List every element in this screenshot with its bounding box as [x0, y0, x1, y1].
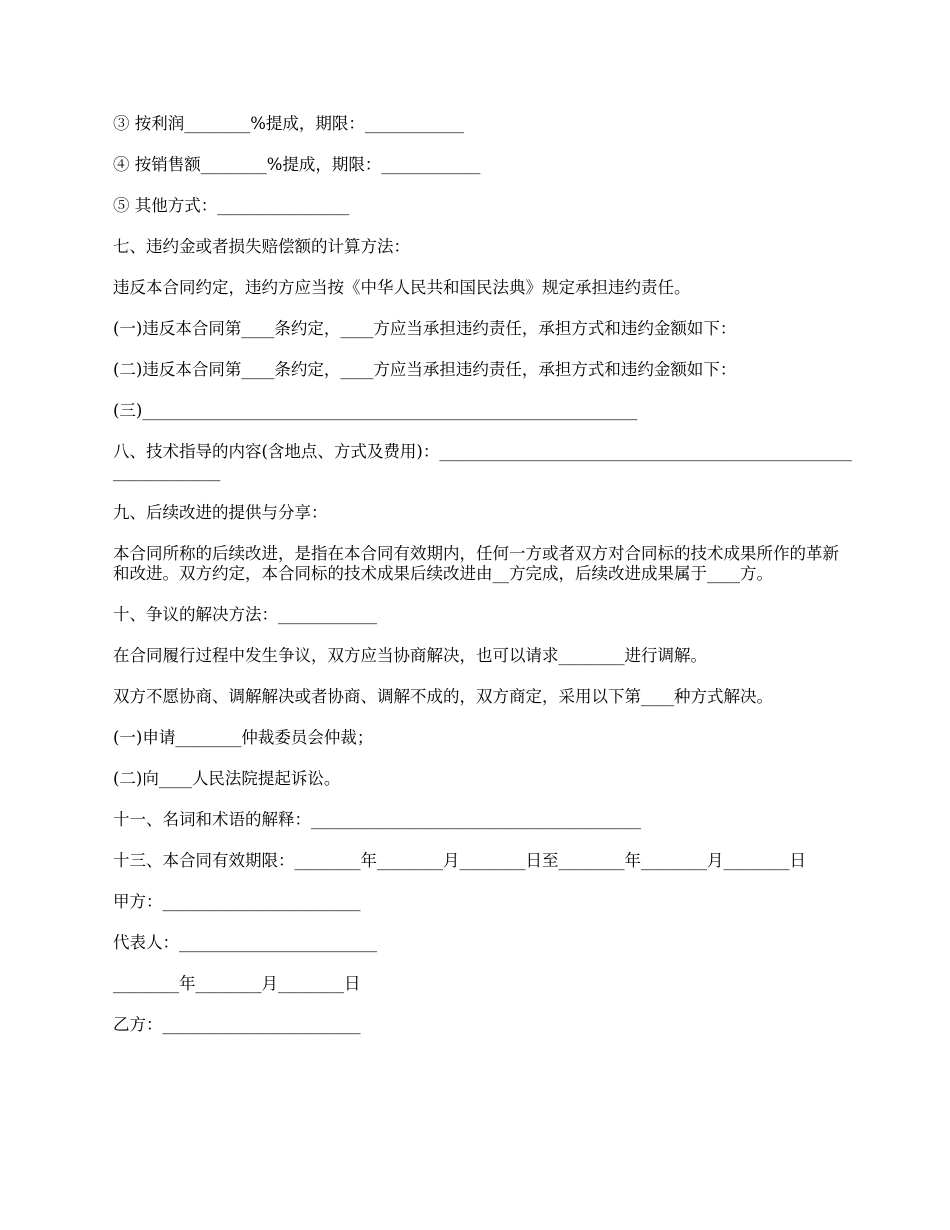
arbitration-option: (一)申请________仲裁委员会仲裁； [113, 728, 374, 747]
section-9-heading: 九、后续改进的提供与分享： [113, 503, 328, 522]
payment-option-other: ⑤ 其他方式：________________ [113, 196, 350, 215]
resolution-choice: 双方不愿协商、调解解决或者协商、调解不成的，双方商定，采用以下第____种方式解决。 [113, 687, 773, 706]
breach-item-2: (二)违反本合同第____条约定，____方应当承担违约责任，承担方式和违约金额如下： [113, 360, 737, 379]
payment-option-profit: ③ 按利润________%提成，期限：____________ [113, 114, 464, 133]
breach-clause: 违反本合同约定，违约方应当按《中华人民共和国民法典》规定承担违约责任。 [113, 278, 691, 297]
improvement-clause: 本合同所称的后续改进，是指在本合同有效期内，任何一方或者双方对合同标的技术成果所作的革新和改进。双方约定，本合同标的技术成果后续改进由__方完成，后续改进成果属于____方。 [113, 544, 839, 583]
contract-page [113, 114, 853, 1035]
breach-item-1: (一)违反本合同第____条约定，____方应当承担违约责任，承担方式和违约金额如下： [113, 319, 737, 338]
payment-option-sales: ④ 按销售额________%提成，期限：____________ [113, 155, 481, 174]
section-13-validity: 十三、本合同有效期限：________年________月________日至________年________月________日 [113, 851, 806, 870]
section-10-dispute: 十、争议的解决方法：____________ [113, 605, 377, 624]
party-a-line: 甲方：________________________ [113, 892, 361, 911]
litigation-option: (二)向____人民法院提起诉讼。 [113, 769, 341, 788]
party-b-line: 乙方：________________________ [113, 1015, 361, 1034]
representative-line: 代表人：________________________ [113, 933, 377, 952]
mediation-clause: 在合同履行过程中发生争议，双方应当协商解决，也可以请求________进行调解。 [113, 646, 707, 665]
date-line: ________年________月________日 [113, 974, 361, 993]
breach-item-3: (三)____________________________________________________________ [113, 401, 638, 420]
section-11-terms: 十一、名词和术语的解释：________________________________________ [113, 810, 641, 829]
section-8-technical-guidance: 八、技术指导的内容(含地点、方式及费用)：_______________________________________________________________ [113, 442, 852, 481]
section-7-heading: 七、违约金或者损失赔偿额的计算方法： [113, 237, 410, 256]
